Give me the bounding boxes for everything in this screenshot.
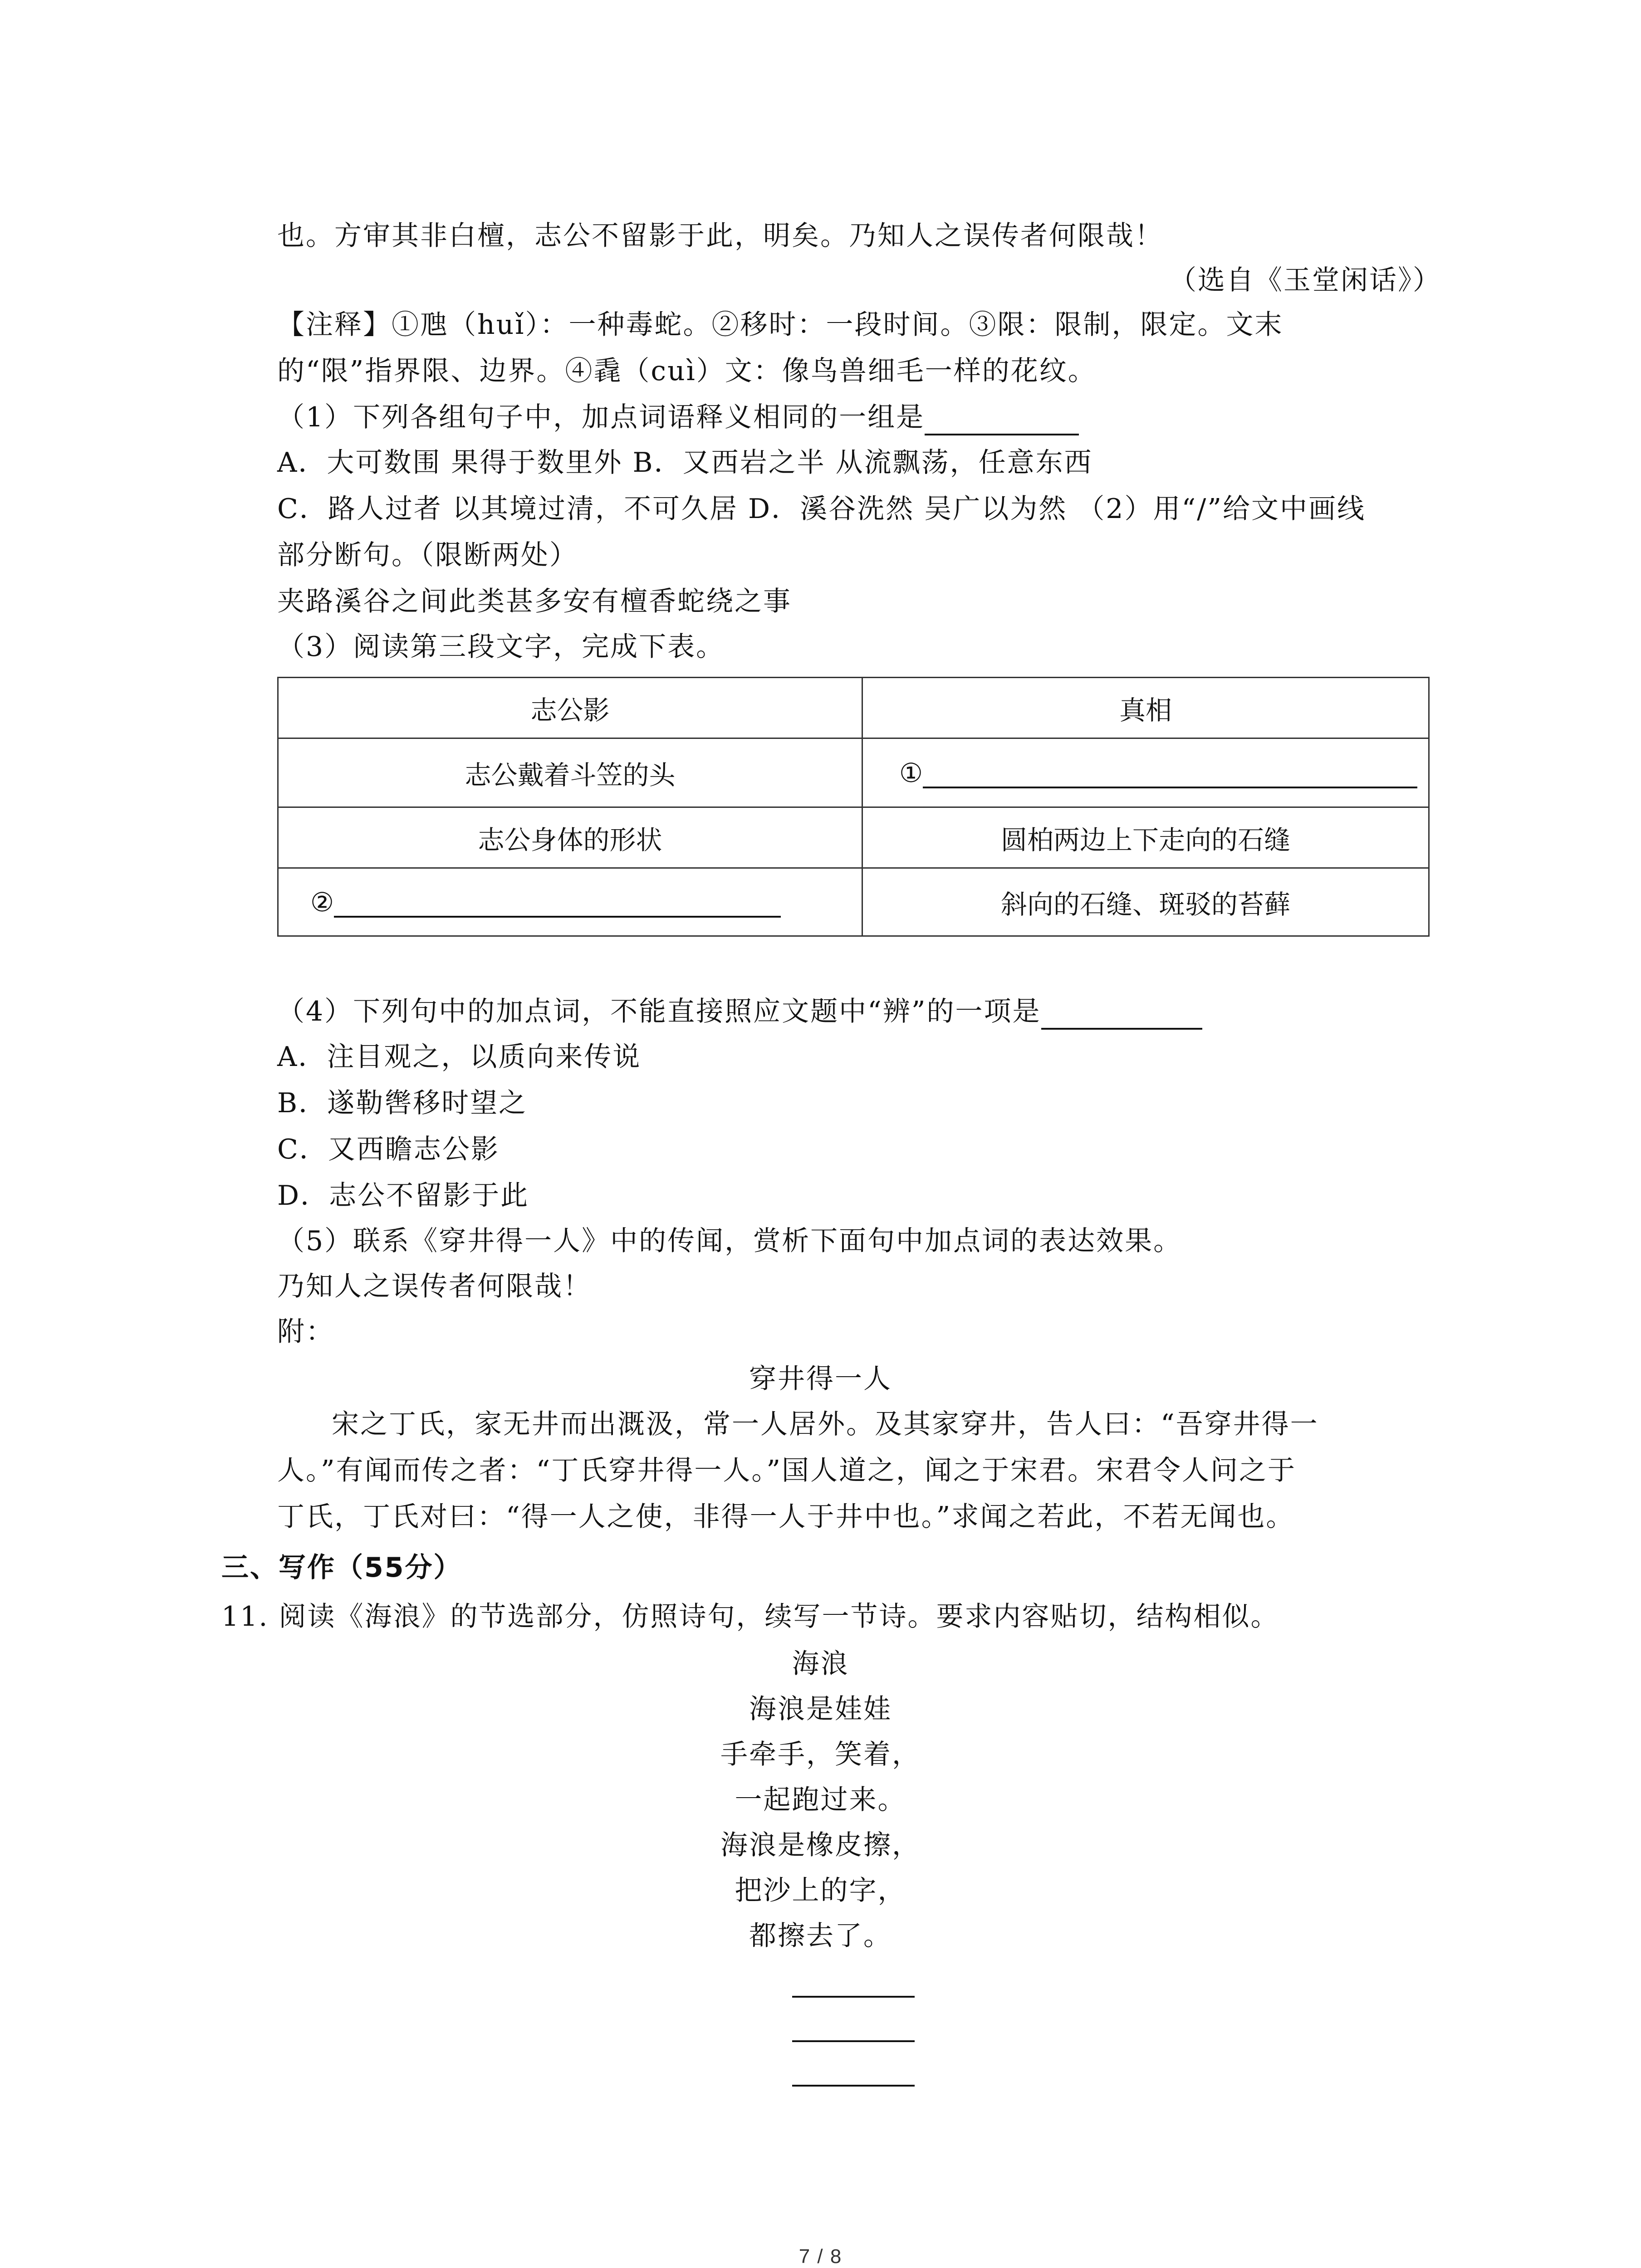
q4-stem: [277, 993, 1202, 1030]
table-cell: 圆柏两边上下走向的石缝: [862, 807, 1429, 868]
q1-stem: [277, 399, 1079, 435]
poem-answer-line-1[interactable]: [792, 1996, 915, 1998]
answer-blank-2[interactable]: [334, 889, 781, 918]
q4-answer-blank[interactable]: [1041, 1000, 1202, 1030]
poem-line: 海浪是娃娃: [749, 1693, 892, 1725]
table-answer-cell-2[interactable]: [278, 868, 862, 936]
poem-answer-line-2[interactable]: [792, 2040, 915, 2042]
poem-line: 把沙上的字，: [735, 1875, 906, 1906]
answer-blank-1[interactable]: [923, 759, 1417, 788]
poem-line: 海浪是橡皮擦，: [720, 1829, 921, 1861]
table-cell: 斜向的石缝、斑驳的苔藓: [862, 868, 1429, 936]
table-cell: 志公身体的形状: [278, 807, 862, 868]
poem-answer-line-3[interactable]: [792, 2085, 915, 2087]
appendix-line-2: 人。”有闻而传之者：“丁氏穿井得一人。”国人道之，闻之于宋君。宋君令人问之于: [277, 1455, 1297, 1486]
passage-source: （选自《玉堂闲话》）: [1169, 264, 1441, 296]
table-cell: 志公戴着斗笠的头: [278, 738, 862, 807]
notes-line-2: 的“限”指界限、边界。④毳（cuì）文：像鸟兽细毛一样的花纹。: [277, 355, 1097, 387]
q5-stem: （5）联系《穿井得一人》中的传闻，赏析下面句中加点词的表达效果。: [277, 1225, 1182, 1257]
answer-marker-2: ②: [310, 886, 334, 918]
q4-option-b: B．遂勒辔移时望之: [277, 1087, 528, 1119]
q4-option-a: A．注目观之，以质向来传说: [277, 1041, 642, 1073]
q1-options-cd: C．路人过者 以其境过清，不可久居 D．溪谷洗然 吴广以为然 （2）用“/”给文中画线: [277, 493, 1366, 525]
table-answer-cell-1[interactable]: [862, 738, 1429, 807]
section-title: 三、写作（55分）: [221, 1552, 462, 1584]
q2-sentence: 夹路溪谷之间此类甚多安有檀香蛇绕之事: [277, 586, 792, 617]
q5-sentence: 乃知人之误传者何限哉！: [277, 1271, 592, 1302]
q4-stem-text: （4）下列句中的加点词，不能直接照应文题中“辨”的一项是: [277, 996, 1041, 1027]
poem-line: 手牵手，笑着，: [720, 1739, 921, 1770]
q4-option-c: C．又西瞻志公影: [277, 1134, 500, 1165]
appendix-title: 穿井得一人: [749, 1363, 892, 1395]
q1-answer-blank[interactable]: [925, 406, 1079, 435]
poem-line: 一起跑过来。: [735, 1784, 906, 1816]
q5-appendix-label: 附：: [277, 1316, 334, 1348]
poem-title: 海浪: [792, 1648, 849, 1680]
table-header-truth: 真相: [862, 678, 1429, 738]
q11-stem: 11. 阅读《海浪》的节选部分，仿照诗句，续写一节诗。要求内容贴切，结构相似。: [221, 1601, 1279, 1633]
passage-line: 也。方审其非白檀，志公不留影于此，明矣。乃知人之误传者何限哉！: [277, 220, 1163, 252]
table-header-zhigong: 志公影: [278, 678, 862, 738]
poem-line: 都擦去了。: [749, 1920, 892, 1952]
q4-option-d: D．志公不留影于此: [277, 1180, 529, 1212]
q1-options-ab: A．大可数围 果得于数里外 B．又西岩之半 从流飘荡，任意东西: [277, 447, 1093, 479]
q1-stem-text: （1）下列各组句子中，加点词语释义相同的一组是: [277, 401, 925, 433]
appendix-line-1: 宋之丁氏，家无井而出溉汲，常一人居外。及其家穿井，告人曰：“吾穿井得一: [332, 1408, 1319, 1440]
appendix-line-3: 丁氏，丁氏对曰：“得一人之使，非得一人于井中也。”求闻之若此，不若无闻也。: [277, 1501, 1295, 1533]
q2-stem-cont: 部分断句。（限断两处）: [277, 539, 578, 571]
page-number: 7 / 8: [798, 2245, 843, 2268]
answer-marker-1: ①: [899, 757, 923, 788]
q3-table: [277, 677, 1430, 937]
q3-stem: （3）阅读第三段文字，完成下表。: [277, 631, 725, 663]
notes-line-1: 【注释】①虺（huǐ）：一种毒蛇。②移时：一段时间。③限：限制，限定。文末: [277, 309, 1283, 341]
